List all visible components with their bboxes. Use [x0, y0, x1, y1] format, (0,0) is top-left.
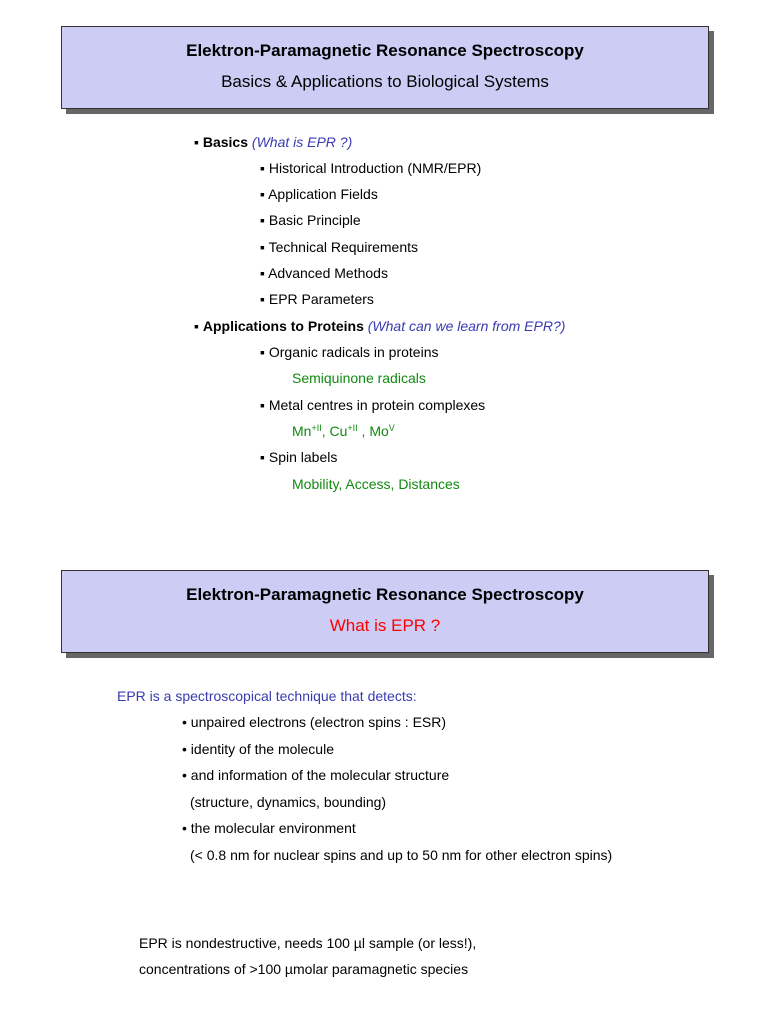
slide-title: Elektron-Paramagnetic Resonance Spectroscopy [186, 585, 584, 604]
title-box [61, 570, 709, 653]
list-item-note: Mobility, Access, Distances [292, 476, 460, 492]
section-heading-label: Basics [202, 134, 249, 150]
section-hint: (What can we learn from EPR?) [367, 318, 566, 334]
section-heading-label: Applications to Proteins [202, 318, 364, 334]
list-item-detail: (< 0.8 nm for nuclear spins and up to 50 nm for other electron spins) [190, 847, 613, 863]
list-item: ▪ Basic Principle [260, 212, 361, 228]
list-item: ▪ Spin labels [260, 449, 338, 465]
list-item-detail: (structure, dynamics, bounding) [190, 794, 387, 810]
footer-text: EPR is nondestructive, needs 100 µl sample (or less!), [139, 935, 477, 951]
bullet: ▪ [194, 318, 199, 334]
slide-subtitle: Basics & Applications to Biological Systems [221, 72, 549, 91]
bullet: ▪ [194, 134, 199, 150]
footer-text: concentrations of >100 µmolar paramagnetic species [139, 961, 469, 977]
title-box [61, 26, 709, 109]
list-item: • unpaired electrons (electron spins : ESR) [182, 714, 447, 730]
list-item: ▪ Metal centres in protein complexes [260, 397, 486, 413]
section-heading-basics [194, 134, 352, 151]
section-heading-applications [194, 318, 565, 335]
slide-subtitle: What is EPR ? [329, 616, 441, 635]
list-item: ▪ Organic radicals in proteins [260, 344, 439, 360]
slide-title: Elektron-Paramagnetic Resonance Spectroscopy [186, 41, 584, 60]
list-item: • the molecular environment [182, 820, 356, 836]
list-item: • and information of the molecular structure [182, 767, 450, 783]
intro-text: EPR is a spectroscopical technique that detects: [117, 688, 417, 704]
slide-what-is-epr [0, 545, 768, 1024]
list-item-note-metals: $Mn^{+II}$, $Cu^{+II}$ , $Mo^V$ [292, 423, 395, 439]
list-item: ▪ Historical Introduction (NMR/EPR) [260, 160, 482, 176]
list-item: ▪ Application Fields [260, 186, 378, 202]
list-item: ▪ Technical Requirements [260, 239, 419, 255]
list-item-note: Semiquinone radicals [292, 370, 426, 386]
list-item: ▪ EPR Parameters [260, 291, 374, 307]
section-hint: (What is EPR ?) [251, 134, 353, 150]
list-item: • identity of the molecule [182, 741, 334, 757]
list-item: ▪ Advanced Methods [260, 265, 388, 281]
